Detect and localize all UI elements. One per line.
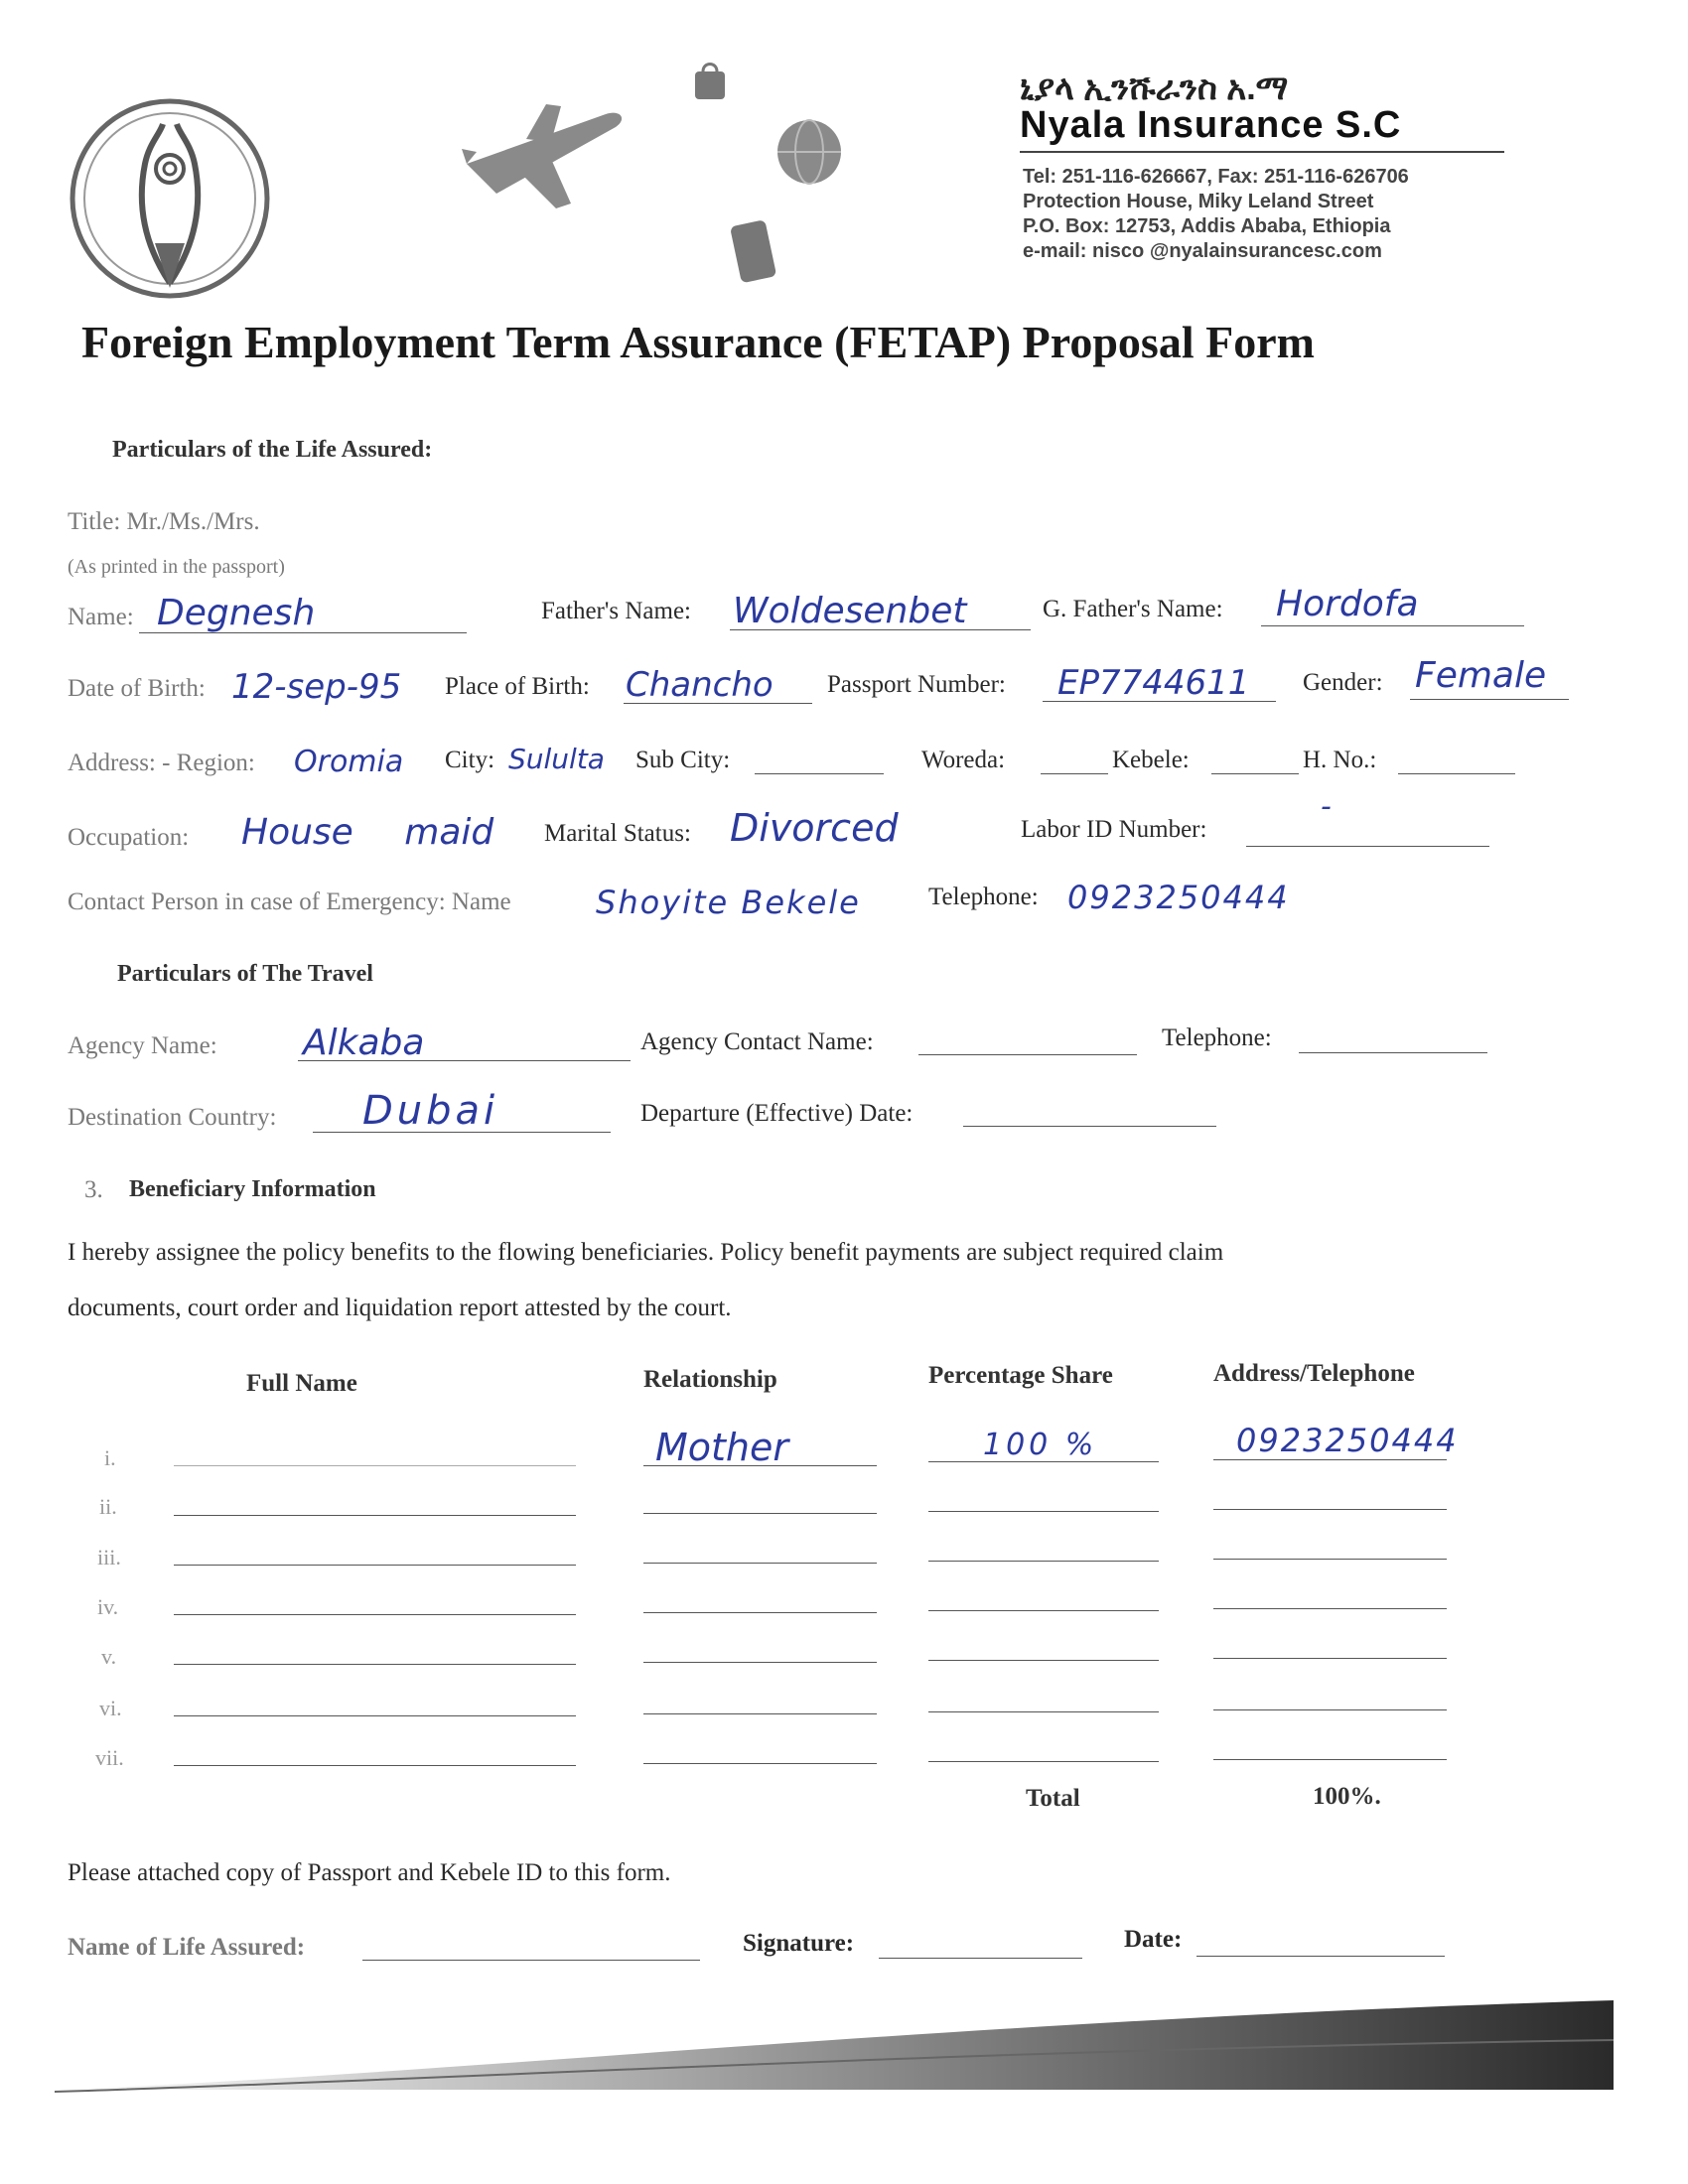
printed-note: (As printed in the passport) — [68, 556, 285, 578]
kebele-label: Kebele: — [1112, 747, 1190, 773]
relationship-field[interactable] — [643, 1763, 877, 1764]
title-label: Title: Mr./Ms./Mrs. — [68, 508, 260, 535]
gender-field[interactable] — [1410, 699, 1569, 700]
gfather-field[interactable] — [1261, 625, 1524, 626]
address-field[interactable] — [1213, 1658, 1447, 1659]
globe-icon — [774, 117, 844, 187]
occupation-value: House maid — [241, 812, 494, 853]
laborid-label: Labor ID Number: — [1021, 816, 1207, 843]
date-label: Date: — [1124, 1926, 1183, 1953]
row-number: v. — [101, 1644, 117, 1669]
share-field[interactable] — [928, 1660, 1159, 1661]
col-address: Address/Telephone — [1213, 1360, 1415, 1387]
total-label: Total — [1026, 1785, 1080, 1812]
col-full-name: Full Name — [246, 1370, 357, 1397]
passport-icon — [730, 218, 779, 288]
full-name-field[interactable] — [174, 1465, 576, 1466]
passport-value: EP7744611 — [1057, 663, 1250, 703]
signature-label: Signature: — [743, 1930, 855, 1957]
decorative-passport — [730, 218, 779, 288]
share-value: 100 % — [983, 1428, 1098, 1462]
agency-value: Alkaba — [303, 1023, 425, 1063]
footer-name-label: Name of Life Assured: — [68, 1934, 306, 1961]
full-name-field[interactable] — [174, 1664, 576, 1665]
attach-note: Please attached copy of Passport and Kebele ID to this form. — [68, 1859, 671, 1886]
agency-tel-field[interactable] — [1299, 1052, 1487, 1053]
relationship-field[interactable] — [643, 1563, 877, 1564]
passport-label: Passport Number: — [827, 671, 1006, 698]
gender-label: Gender: — [1303, 669, 1383, 696]
city-value: Sululta — [508, 743, 605, 775]
section2-heading: Particulars of The Travel — [117, 961, 373, 987]
pob-value: Chancho — [626, 665, 774, 705]
section3-number: 3. — [84, 1176, 103, 1203]
laborid-value: - — [1321, 789, 1332, 824]
section3-heading: Beneficiary Information — [129, 1176, 376, 1202]
full-name-field[interactable] — [174, 1515, 576, 1516]
address-field[interactable] — [1213, 1509, 1447, 1510]
agency-contact-field[interactable] — [918, 1054, 1137, 1055]
dob-value: 12-sep-95 — [231, 667, 402, 707]
destination-value: Dubai — [362, 1088, 499, 1134]
wave-decoration — [55, 1980, 1614, 2110]
relationship-value: Mother — [655, 1426, 789, 1469]
contact-line-1: Tel: 251-116-626667, Fax: 251-116-626706 — [1023, 166, 1409, 188]
amharic-company-name: ኒያላ ኢንሹራንስ አ.ማ — [1020, 69, 1289, 107]
pob-label: Place of Birth: — [445, 673, 590, 700]
signature-field[interactable] — [879, 1958, 1082, 1959]
telephone-label: Telephone: — [928, 884, 1039, 910]
row-number: ii. — [99, 1494, 117, 1519]
relationship-field[interactable] — [643, 1713, 877, 1714]
contact-value: Shoyite Bekele — [596, 884, 861, 921]
relationship-field[interactable] — [643, 1662, 877, 1663]
departure-field[interactable] — [963, 1126, 1216, 1127]
form-title: Foreign Employment Term Assurance (FETAP) Proposal Form — [81, 317, 1315, 367]
laborid-field[interactable] — [1246, 846, 1489, 847]
dob-label: Date of Birth: — [68, 675, 206, 702]
address-value: 0923250444 — [1236, 1422, 1459, 1459]
col-percentage: Percentage Share — [928, 1362, 1113, 1389]
hno-field[interactable] — [1398, 773, 1515, 774]
total-value: 100%. — [1313, 1783, 1381, 1810]
gfather-label: G. Father's Name: — [1043, 596, 1223, 622]
gender-value: Female — [1415, 655, 1547, 696]
share-field[interactable] — [928, 1610, 1159, 1611]
contact-line-3: P.O. Box: 12753, Addis Ababa, Ethiopia — [1023, 215, 1391, 237]
col-relationship: Relationship — [643, 1366, 777, 1393]
marital-label: Marital Status: — [544, 820, 691, 847]
occupation-label: Occupation: — [68, 824, 190, 851]
row-number: vi. — [99, 1696, 122, 1720]
hno-label: H. No.: — [1303, 747, 1377, 773]
subcity-label: Sub City: — [635, 747, 731, 773]
address-field[interactable] — [1213, 1709, 1447, 1710]
address-field[interactable] — [1213, 1459, 1447, 1460]
row-number: i. — [104, 1445, 116, 1470]
agency-tel-label: Telephone: — [1162, 1024, 1272, 1051]
departure-label: Departure (Effective) Date: — [640, 1100, 914, 1127]
name-label: Name: — [68, 604, 134, 630]
gfather-value: Hordofa — [1276, 584, 1419, 624]
relationship-field[interactable] — [643, 1513, 877, 1514]
marital-value: Divorced — [730, 806, 899, 850]
row-number: iii. — [97, 1545, 121, 1570]
full-name-field[interactable] — [174, 1715, 576, 1716]
airplane-icon — [457, 94, 635, 223]
footer-wave-decoration — [55, 1980, 1614, 2110]
contact-line-4: e-mail: nisco @nyalainsurancesc.com — [1023, 240, 1382, 262]
decorative-bag — [690, 60, 730, 104]
woreda-label: Woreda: — [921, 747, 1006, 773]
statement-line-2: documents, court order and liquidation report attested by the court. — [68, 1295, 732, 1321]
section1-heading: Particulars of the Life Assured: — [112, 437, 433, 463]
father-value: Woldesenbet — [733, 591, 967, 631]
relationship-field[interactable] — [643, 1612, 877, 1613]
father-label: Father's Name: — [541, 598, 691, 624]
antelope-logo-icon — [66, 94, 274, 303]
city-label: City: — [445, 747, 495, 773]
decorative-globe — [774, 117, 844, 187]
company-logo — [66, 94, 274, 303]
footer-name-field[interactable] — [362, 1960, 700, 1961]
row-number: iv. — [97, 1594, 119, 1619]
company-name: Nyala Insurance S.C — [1020, 104, 1402, 146]
share-field[interactable] — [928, 1711, 1159, 1712]
telephone-value: 0923250444 — [1067, 879, 1290, 916]
agency-label: Agency Name: — [68, 1032, 217, 1059]
region-value: Oromia — [294, 745, 404, 779]
row-number: vii. — [95, 1745, 124, 1770]
destination-label: Destination Country: — [68, 1104, 277, 1131]
bag-icon — [690, 60, 730, 104]
address-field[interactable] — [1213, 1608, 1447, 1609]
share-field[interactable] — [928, 1761, 1159, 1762]
woreda-field[interactable] — [1041, 773, 1108, 774]
share-field[interactable] — [928, 1561, 1159, 1562]
address-label: Address: - Region: — [68, 750, 255, 776]
address-field[interactable] — [1213, 1559, 1447, 1560]
company-name-underline — [1020, 151, 1504, 153]
full-name-field[interactable] — [174, 1614, 576, 1615]
contact-line-2: Protection House, Miky Leland Street — [1023, 191, 1374, 212]
name-value: Degnesh — [157, 593, 316, 633]
kebele-field[interactable] — [1211, 773, 1299, 774]
full-name-field[interactable] — [174, 1765, 576, 1766]
share-field[interactable] — [928, 1511, 1159, 1512]
contact-label: Contact Person in case of Emergency: Name — [68, 888, 511, 915]
address-field[interactable] — [1213, 1759, 1447, 1760]
statement-line-1: I hereby assignee the policy benefits to the flowing beneficiaries. Policy benefit payments are subject required claim — [68, 1239, 1224, 1266]
agency-contact-label: Agency Contact Name: — [640, 1028, 874, 1055]
decorative-airplane — [457, 94, 635, 223]
subcity-field[interactable] — [755, 773, 884, 774]
full-name-field[interactable] — [174, 1565, 576, 1566]
date-field[interactable] — [1196, 1956, 1445, 1957]
